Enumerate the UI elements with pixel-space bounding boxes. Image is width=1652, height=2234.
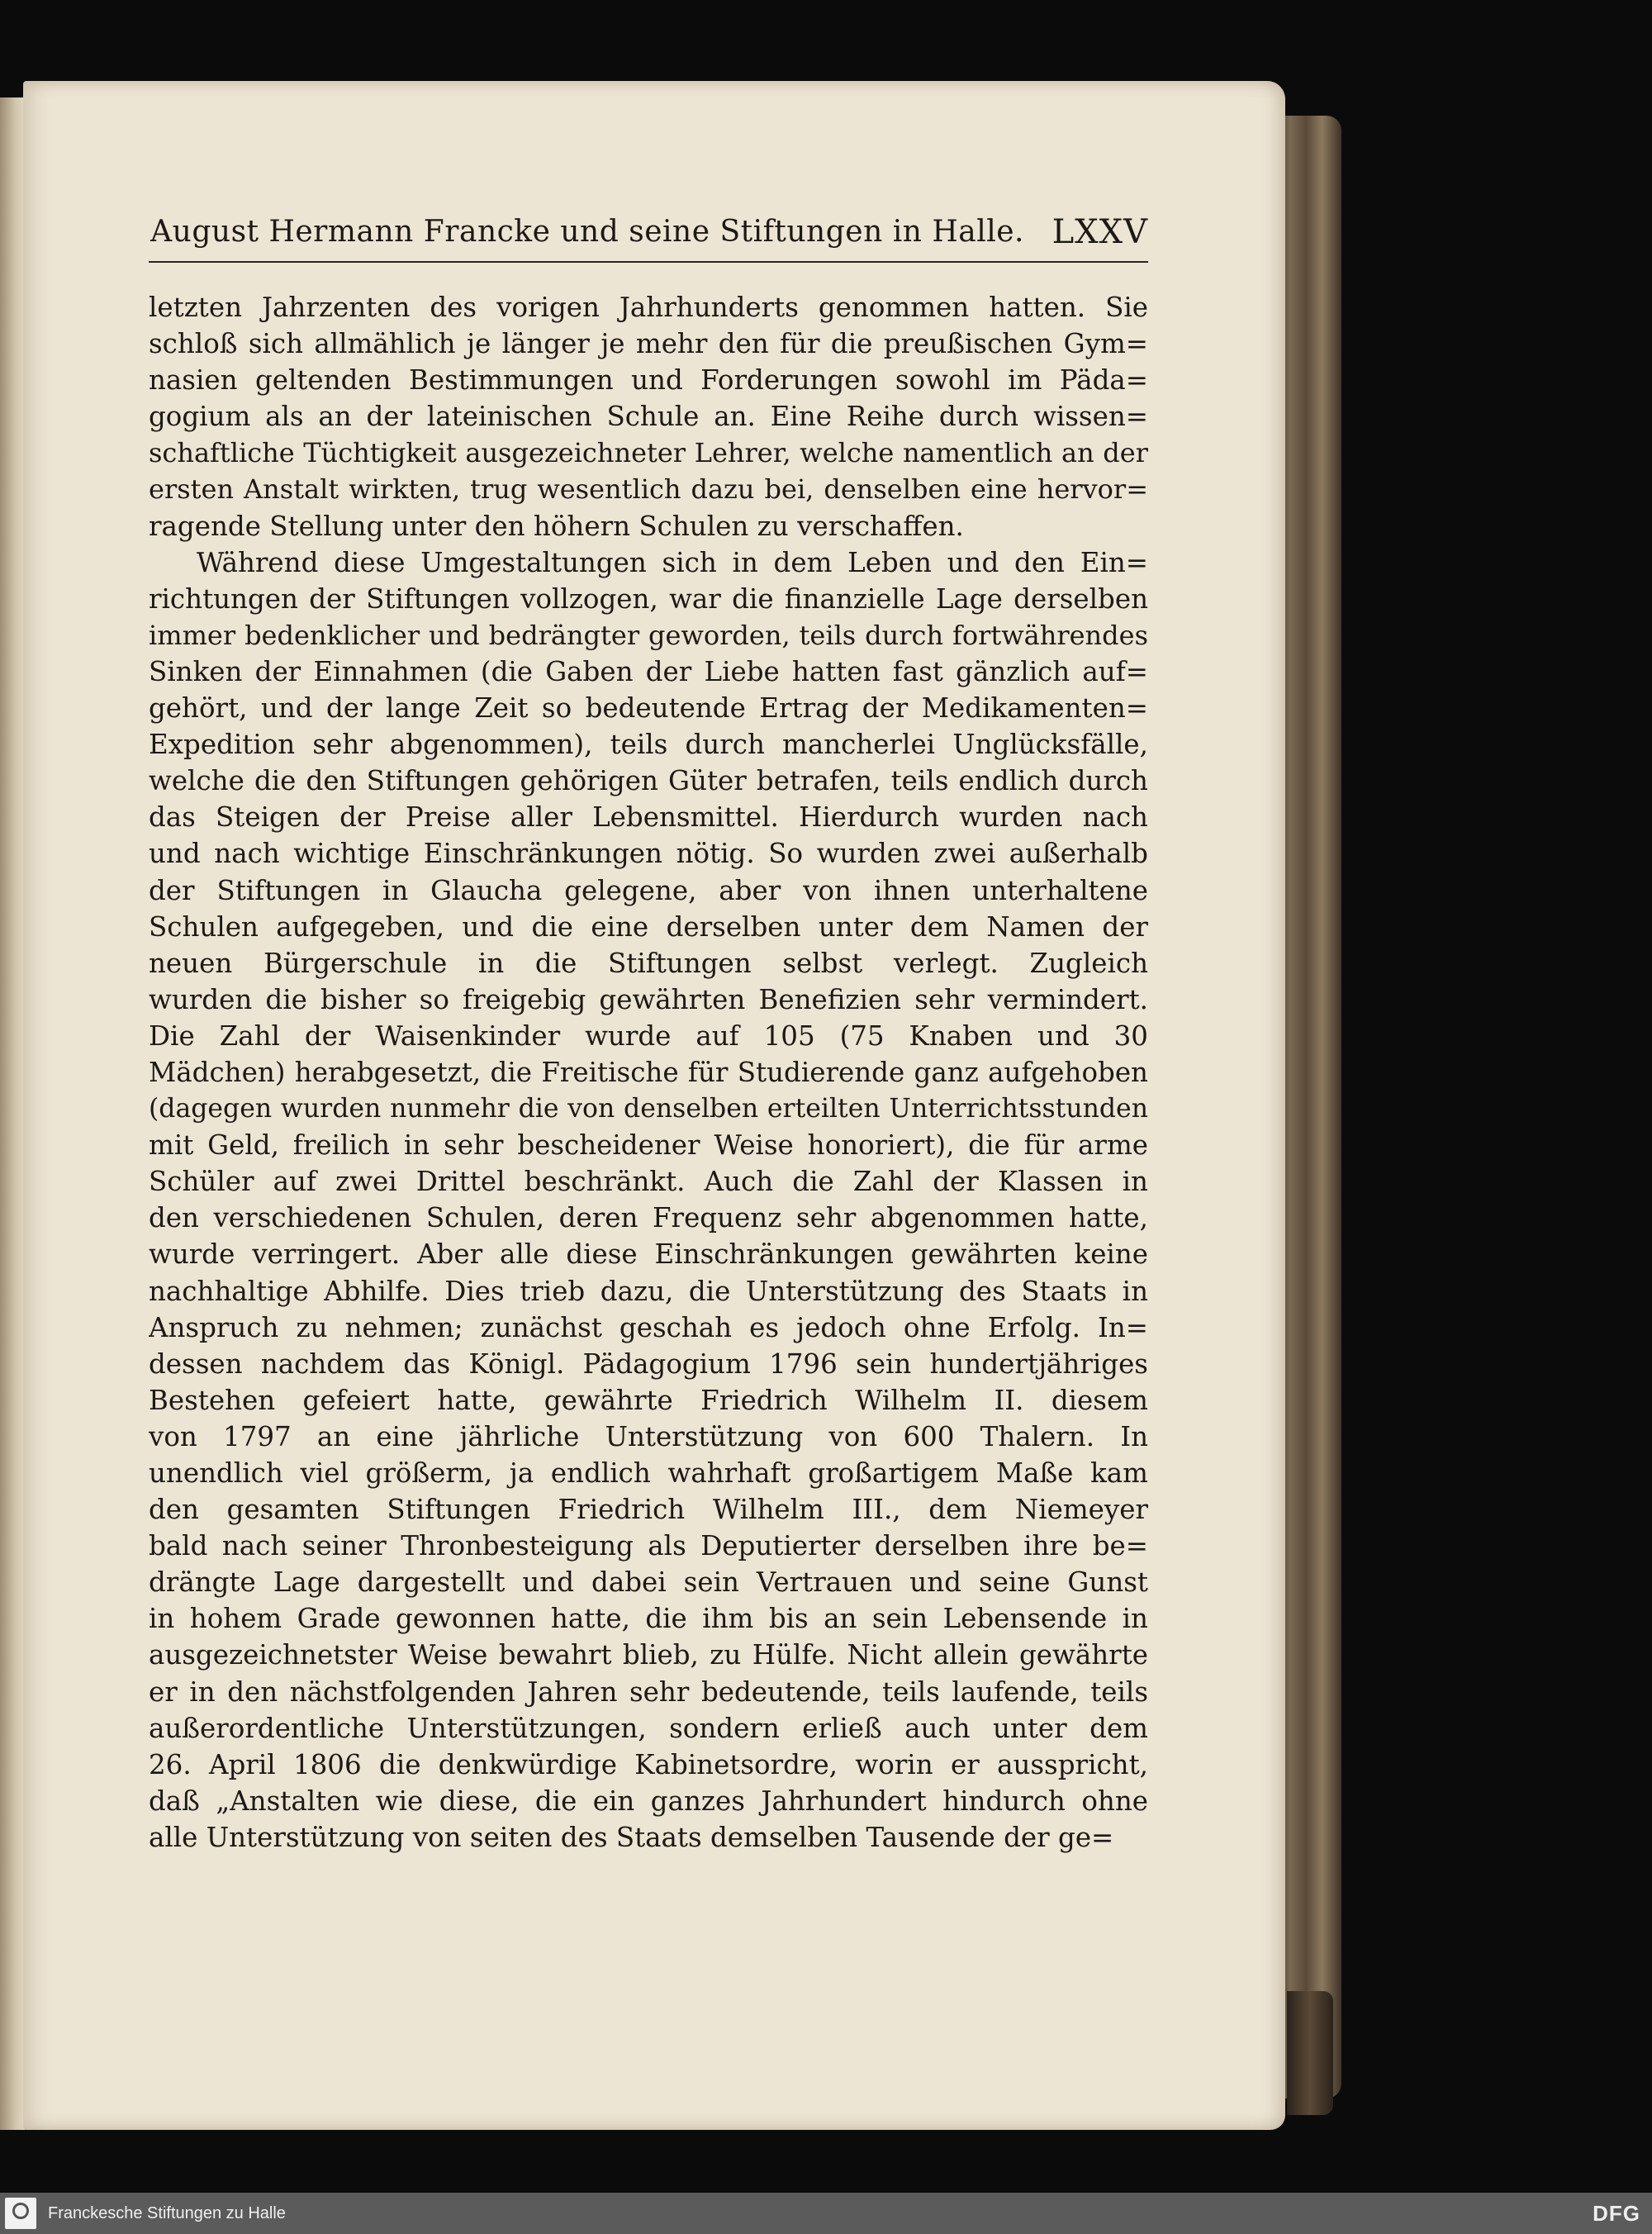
text-line: Schulen aufgegeben, und die eine derselben unter dem Namen der [149, 910, 1148, 943]
text-line: Schüler auf zwei Drittel beschränkt. Auch die Zahl der Klassen in [149, 1166, 1148, 1198]
text-line: das Steigen der Preise aller Lebensmittel. Hierdurch wurden nach [149, 801, 1148, 834]
text-line: der Stiftungen in Glaucha gelegene, aber von ihnen unterhaltene [149, 874, 1148, 906]
text-line: und nach wichtige Einschränkungen nötig. So wurden zwei außerhalb [149, 838, 1148, 870]
running-head-title: August Hermann Francke und seine Stiftungen in Halle. [150, 215, 1024, 249]
book-page [23, 81, 1285, 2130]
text-line: mit Geld, freilich in sehr bescheidener Weise honoriert), die für arme [149, 1129, 1148, 1162]
text-line: Expedition sehr abgenommen), teils durch mancherlei Unglücksfälle, [149, 729, 1148, 761]
text-line: richtungen der Stiftungen vollzogen, war die finanzielle Lage derselben [149, 582, 1148, 615]
text-line: unendlich viel größerm, ja endlich wahrhaft großartigem Maße kam [149, 1457, 1148, 1489]
text-line: er in den nächstfolgenden Jahren sehr bedeutende, teils laufende, teils [149, 1676, 1148, 1708]
text-line: schaftliche Tüchtigkeit ausgezeichneter Lehrer, welche namentlich an der [149, 437, 1148, 469]
text-line: ausgezeichnetster Weise bewahrt blieb, zu Hülfe. Nicht allein gewährte [149, 1639, 1148, 1671]
footer-brand-logo: DFG [1593, 2201, 1640, 2226]
text-line: bald nach seiner Thronbesteigung als Deputierter derselben ihre be= [149, 1530, 1148, 1562]
text-line: nachhaltige Abhilfe. Dies trieb dazu, die Unterstützung des Staats in [149, 1275, 1148, 1307]
text-line: Während diese Umgestaltungen sich in dem Leben und den Ein= [197, 546, 1148, 578]
text-line: ragende Stellung unter den höhern Schulen zu verschaffen. [149, 510, 964, 542]
book-spine [1277, 116, 1341, 2099]
text-line: Anspruch zu nehmen; zunächst geschah es jedoch ohne Erfolg. In= [149, 1311, 1148, 1343]
text-line: dessen nachdem das Königl. Pädagogium 1796 sein hundertjähriges [149, 1348, 1148, 1380]
text-line: gogium als an der lateinischen Schule an. Eine Reihe durch wissen= [149, 401, 1148, 433]
text-line: Mädchen) herabgesetzt, die Freitische für Studierende ganz aufgehoben [149, 1056, 1148, 1088]
text-line: Bestehen gefeiert hatte, gewährte Friedrich Wilhelm II. diesem [149, 1384, 1148, 1416]
text-line: (dagegen wurden nunmehr die von denselben erteilten Unterrichtsstunden [149, 1094, 1148, 1124]
body-text [149, 289, 1148, 1856]
book-spine-band [1287, 1991, 1333, 2115]
text-line: außerordentliche Unterstützungen, sondern erließ auch unter dem [149, 1712, 1148, 1744]
footer-bar [0, 2193, 1652, 2234]
text-line: Sinken der Einnahmen (die Gaben der Liebe hatten fast gänzlich auf= [149, 655, 1148, 687]
text-line: von 1797 an eine jährliche Unterstützung von 600 Thalern. In [149, 1420, 1148, 1452]
text-line: gehört, und der lange Zeit so bedeutende Ertrag der Medikamenten= [149, 692, 1148, 725]
text-line: immer bedenklicher und bedrängter geworden, teils durch fortwährendes [149, 619, 1148, 651]
page-number: LXXV [1051, 213, 1148, 251]
text-line: wurden die bisher so freigebig gewährten Benefizien sehr vermindert. [149, 983, 1148, 1015]
text-line: letzten Jahrzenten des vorigen Jahrhunderts genommen hatten. Sie [149, 292, 1148, 323]
text-line: nasien geltenden Bestimmungen und Forderungen sowohl im Päda= [149, 364, 1148, 397]
text-line: Die Zahl der Waisenkinder wurde auf 105 (75 Knaben und 30 [149, 1020, 1148, 1052]
text-line: schloß sich allmählich je länger je mehr den für die preußischen Gym= [149, 328, 1148, 360]
text-line: neuen Bürgerschule in die Stiftungen selbst verlegt. Zugleich [149, 947, 1148, 979]
running-head [149, 203, 1148, 263]
text-line: alle Unterstützung von seiten des Staats demselben Tausende der ge= [149, 1821, 1114, 1853]
text-line: den verschiedenen Schulen, deren Frequenz sehr abgenommen hatte, [149, 1202, 1148, 1234]
text-line: welche die den Stiftungen gehörigen Güter betrafen, teils endlich durch [149, 765, 1148, 797]
footer-library-name: Franckesche Stiftungen zu Halle [48, 2204, 286, 2222]
text-line: daß „Anstalten wie diese, die ein ganzes Jahrhundert hindurch ohne [149, 1785, 1148, 1817]
text-line: den gesamten Stiftungen Friedrich Wilhelm III., dem Niemeyer [149, 1494, 1148, 1526]
text-line: 26. April 1806 die denkwürdige Kabinetsordre, worin er ausspricht, [149, 1748, 1148, 1780]
text-line: in hohem Grade gewonnen hatte, die ihm bis an sein Lebensende in [149, 1603, 1148, 1635]
text-line: wurde verringert. Aber alle diese Einschränkungen gewährten keine [149, 1238, 1148, 1271]
text-line: drängte Lage dargestellt und dabei sein Vertrauen und seine Gunst [149, 1566, 1148, 1599]
library-logo-icon [5, 2198, 36, 2229]
text-line: ersten Anstalt wirkten, trug wesentlich dazu bei, denselben eine hervor= [149, 473, 1148, 506]
